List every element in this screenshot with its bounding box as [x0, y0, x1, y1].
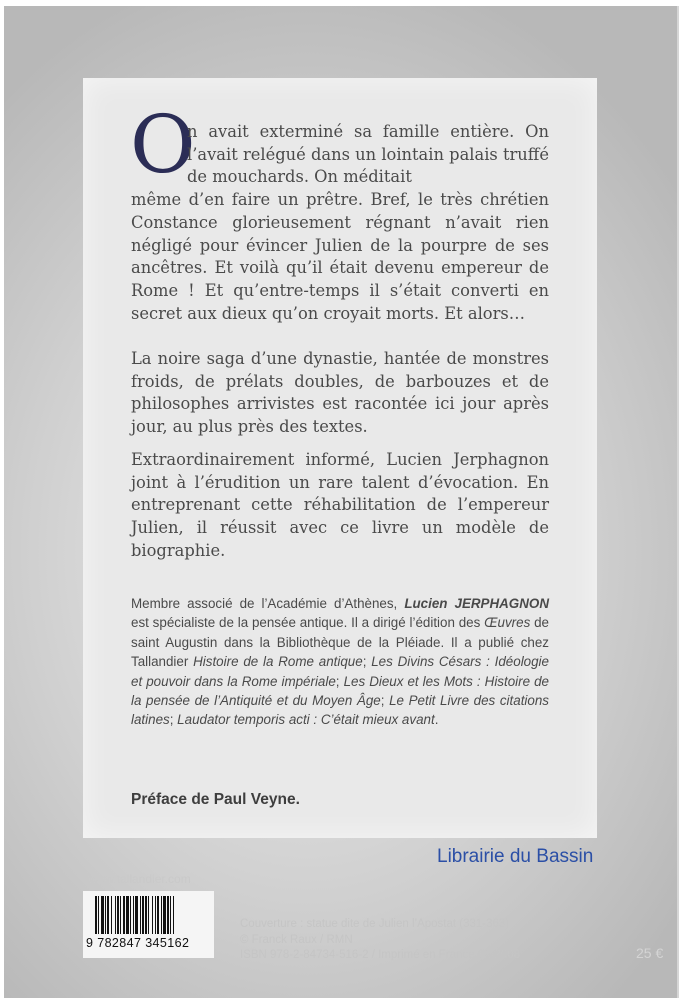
barcode-bar	[105, 896, 106, 934]
barcode-bar	[173, 896, 174, 934]
barcode-bar	[117, 896, 119, 934]
barcode-number: 9 782847 345162	[86, 936, 190, 950]
bookshop-label: Librairie du Bassin	[437, 846, 594, 867]
paragraph-intro-rest: même d’en faire un prêtre. Bref, le très chrétien Constance glorieusement régnant n’avait rien négligé pour évincer Julien de la pourpre de ses ancêtres. Et voilà qu’il était devenu empereur de Rome ! Et qu’entre-temps il s’était converti en secret aux dieux qu’on croyait morts. Et alors…	[131, 190, 549, 323]
barcode-bar	[123, 896, 125, 934]
book-title: Le Petit Livre des citations latines	[131, 693, 549, 728]
paragraph-intro-lead: n avait exterminé sa famille entière. On l’avait relégué dans un lointain palais truffé de mouchards. On méditait	[187, 122, 549, 187]
credit-line: Couverture : statue dite de Julien l’Apostat (331-363)	[240, 918, 510, 930]
book-title: Les Divins Césars : Idéologie et pouvoir dans la Rome impériale	[131, 654, 549, 689]
barcode-bar	[133, 896, 134, 934]
price: 25 €	[636, 945, 664, 961]
barcode-bar	[155, 896, 156, 934]
barcode-bar	[148, 896, 149, 934]
barcode-bar	[135, 896, 138, 934]
credit-line: ISBN 978-2-84734-516-2 / Imprimé en France 02-2008	[240, 949, 520, 962]
book-title: Histoire de la Rome antique	[193, 654, 363, 670]
barcode-bar	[115, 896, 116, 934]
barcode-bar	[161, 896, 162, 934]
barcode-bar	[167, 896, 169, 934]
barcode-bar	[101, 896, 104, 934]
barcode-bar	[98, 896, 99, 934]
barcode-bar	[130, 896, 131, 934]
bio-text-3: de saint Augustin dans la Bibliothèque de la Pléiade. Il a publié chez Tallandier	[131, 615, 549, 670]
barcode-bar	[170, 896, 171, 934]
barcode-bar	[140, 896, 141, 934]
barcode-bar	[157, 896, 159, 934]
drop-cap: O	[130, 98, 196, 191]
barcode-bar	[152, 896, 153, 934]
separator: .	[434, 712, 439, 728]
barcode-bar	[163, 896, 166, 934]
barcode-bar	[126, 896, 129, 934]
paragraph-saga: La noire saga d’une dynastie, hantée de monstres froids, de prélats doubles, de barbouzes et de philosophes arrivistes est racontée ici jour après jour, au plus près des textes.	[131, 349, 549, 437]
barcode-bar	[95, 896, 97, 934]
cover-credits	[240, 917, 520, 964]
barcode-bars	[95, 896, 205, 934]
paragraph-intro	[131, 121, 549, 325]
author-name: Lucien JERPHAGNON	[404, 596, 549, 611]
barcode-bar	[120, 896, 121, 934]
credit-line: © Franck Raux / RMN	[240, 933, 353, 946]
separator: ;	[380, 693, 390, 709]
book-title: Laudator temporis acti : C’était mieux avant	[177, 712, 435, 728]
bio-text-2: est spécialiste de la pensée antique. Il a dirigé l’édition des	[131, 615, 485, 631]
barcode-bar	[145, 896, 147, 934]
publisher-website: www.tallandier.com	[88, 872, 191, 886]
separator: ;	[169, 712, 178, 728]
barcode-bar	[142, 896, 144, 934]
separator: ;	[362, 654, 372, 670]
preface-credit: Préface de Paul Veyne.	[131, 791, 300, 808]
bio-oeuvres: Œuvres	[484, 615, 531, 631]
author-bio	[131, 594, 549, 730]
barcode-bar	[107, 896, 109, 934]
separator: ;	[335, 673, 344, 689]
isbn-barcode	[83, 891, 214, 958]
barcode-bar	[111, 896, 112, 934]
book-title: Les Dieux et les Mots : Histoire de la pensée de l’Antiquité et du Moyen Âge	[131, 673, 549, 709]
paragraph-author-summary: Extraordinairement informé, Lucien Jerphagnon joint à l’érudition un rare talent d’évocation. En entreprenant cette réhabilitation de l’empereur Julien, il réussit avec ce livre un modèle de biographie.	[131, 450, 549, 560]
bio-text-1: Membre associé de l’Académie d’Athènes,	[131, 596, 405, 611]
